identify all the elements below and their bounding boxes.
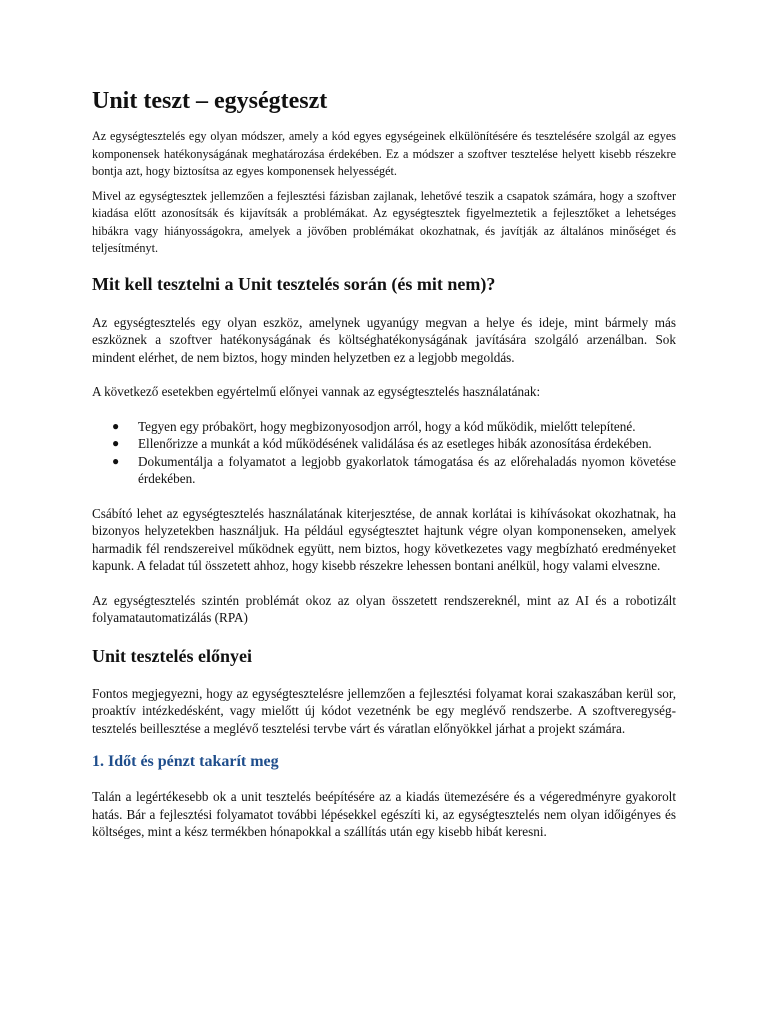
list-item: [92, 435, 676, 453]
section-heading-what-to-test: Mit kell tesztelni a Unit tesztelés során (és mit nem)?: [92, 273, 496, 294]
bullet-icon: ●: [112, 418, 120, 433]
subsection1-paragraph-1: Talán a legértékesebb ok a unit tesztelés beépítésére az a kiadás ütemezésére és a végeredményre gyakorolt hatás. Bár a fejlesztési folyamatot további lépésekkel egészíti ki, az egységtesztelés nem olyan időigényes és költséges, mint a kész termékben hónapokkal a szállítás után egy kisebb hibát keresni.: [92, 789, 676, 839]
section2-paragraph-1: Fontos megjegyezni, hogy az egységtesztelésre jellemzően a fejlesztési folyamat korai szakaszában kerül sor, proaktív intézkedésként, vagy mielőtt új kódot vezetnénk be egy meglévő rendszerbe. A szoftveregység-tesztelés beillesztése a meglévő tesztelési tervbe várt és váratlan előnyökkel járhat a projekt számára.: [92, 685, 676, 736]
list-item-text: Tegyen egy próbakört, hogy megbizonyosodjon arról, hogy a kód működik, mielőtt telepítené.: [138, 418, 636, 434]
list-item: [92, 453, 676, 488]
page-title: Unit teszt – egységteszt: [92, 88, 328, 114]
list-item: [92, 418, 676, 436]
section1-paragraph-3: Csábító lehet az egységtesztelés használatának kiterjesztése, de annak korlátai is kihívásokat okozhatnak, ha bizonyos helyzetekben használjuk. Ha például egységtesztet hajtunk végre olyan komponenseken, amelyek harmadik fél rendszereivel működnek együtt, nem biztos, hogy következetes vagy megbízható eredményeket kapunk. A feladat túl összetett ahhoz, hogy kisebb részekre lehessen bontani anélkül, hogy valami elveszne.: [92, 505, 676, 573]
intro-paragraph-2: Mivel az egységtesztek jellemzően a fejlesztési fázisban zajlanak, lehetővé teszik a csapatok számára, hogy a szoftver kiadása előtt azonosítsák és kijavítsák a problémákat. Az egységtesztek figyelmeztetik a fejlesztőket a lehetséges hibákra vagy hiányosságokra, amelyek a jövőben problémákat okozhatnak, és javítják az általános minőséget és teljesítményt.: [92, 188, 676, 255]
bullet-icon: ●: [112, 436, 120, 450]
section1-paragraph-1: Az egységtesztelés egy olyan eszköz, amelynek ugyanúgy megvan a helye és ideje, mint bármely más eszköznek a szoftver hatékonyságának és költséghatékonyságának javítására szolgáló arzenálban. Sok mindent elérhet, de nem biztos, hogy minden helyzetben ez a legjobb megoldás.: [92, 314, 676, 365]
section1-paragraph-4: Az egységtesztelés szintén problémát okoz az olyan összetett rendszereknél, mint az AI és a robotizált folyamatautomatizálás (RPA): [92, 592, 676, 625]
list-item-text: Dokumentálja a folyamatot a legjobb gyakorlatok támogatása és az előrehaladás nyomon követése érdekében.: [138, 453, 676, 486]
section-heading-benefits: Unit tesztelés előnyei: [92, 645, 252, 666]
list-item-text: Ellenőrizze a munkát a kód működésének validálása és az esetleges hibák azonosítása érdekében.: [138, 436, 652, 451]
intro-paragraph-1: Az egységtesztelés egy olyan módszer, amely a kód egyes egységeinek elkülönítésére és tesztelésére szolgál az egyes komponensek hatékonyságának meghatározása érdekében. Ez a módszer a szoftver tesztelése helyett kisebb részekre bontja azt, hogy biztosítsa az egyes komponensek helyességét.: [92, 129, 676, 178]
section1-paragraph-2: A következő esetekben egyértelmű előnyei vannak az egységtesztelés használatának:: [92, 384, 541, 399]
document-body: [92, 86, 676, 841]
benefits-list: [92, 418, 676, 488]
subsection-heading-saves-time: 1. Időt és pénzt takarít meg: [92, 753, 279, 770]
bullet-icon: ●: [112, 453, 120, 468]
